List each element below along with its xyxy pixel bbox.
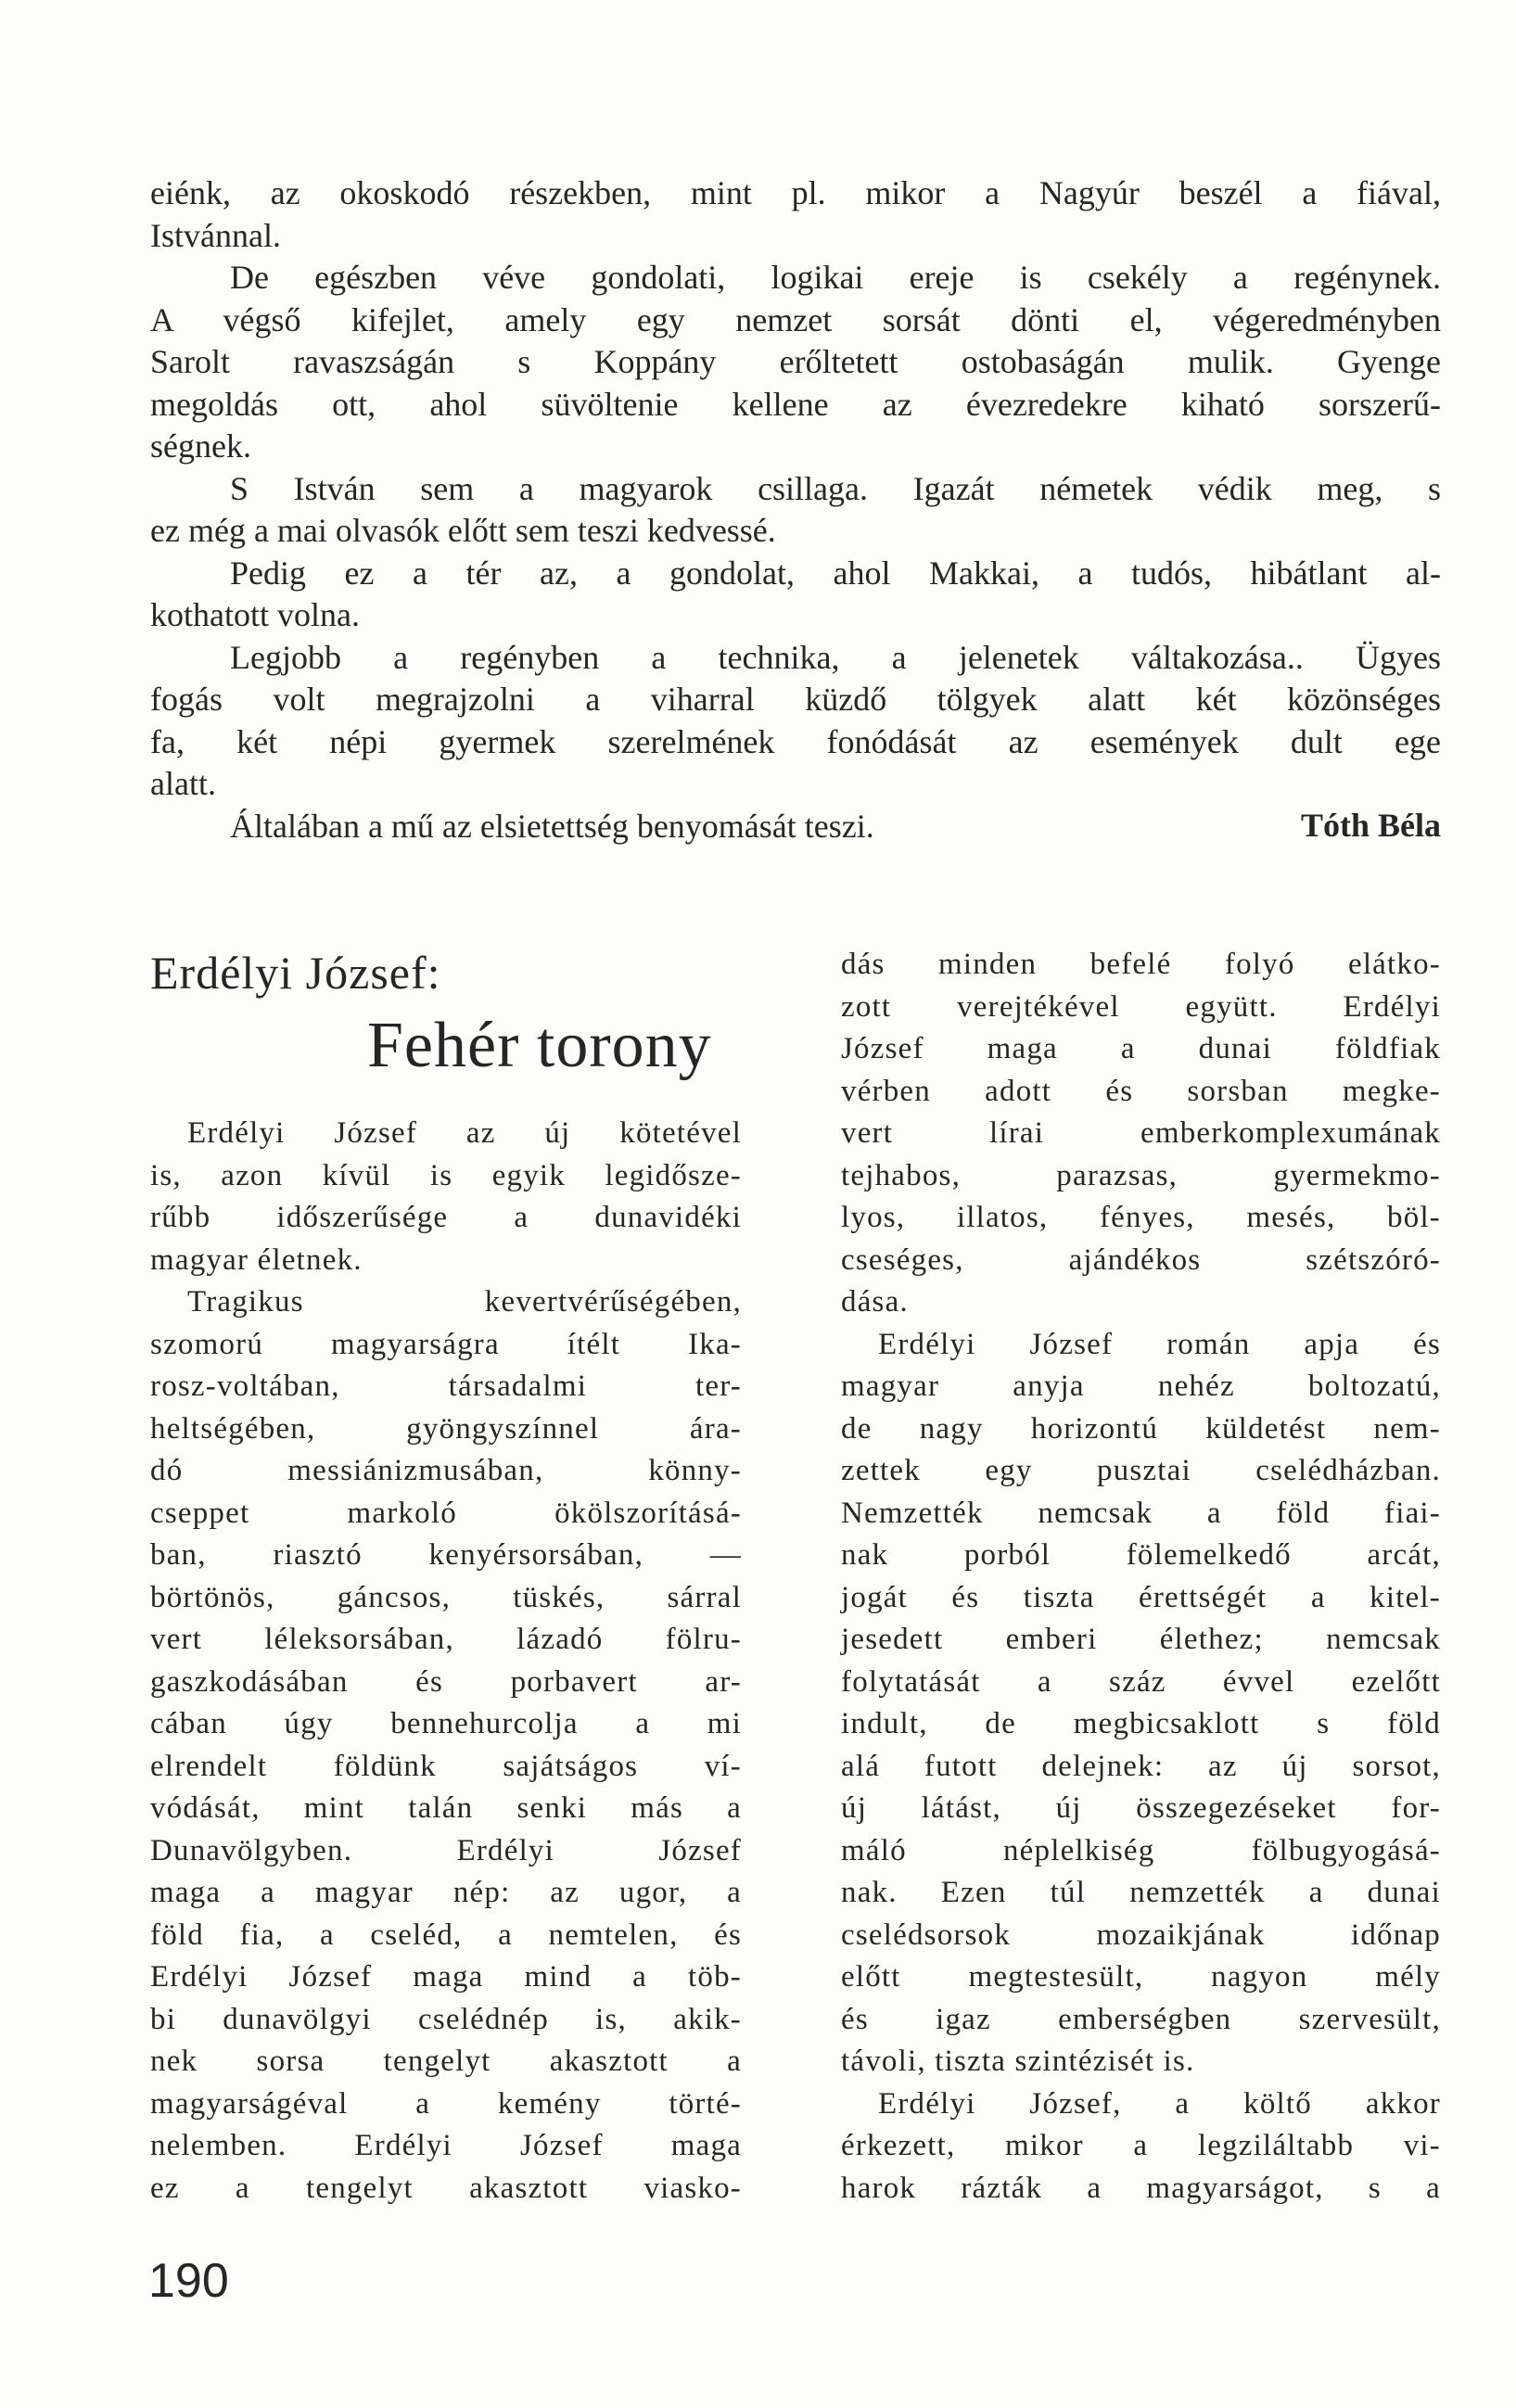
article-left-column	[150, 1113, 742, 2210]
text-line: Pedig ez a tér az, a gondolat, ahol Makkai, a tudós, hibátlant al-	[230, 554, 1441, 592]
text-line: megoldás ott, ahol süvöltenie kellene az évezredekre kiható sorszerű-	[150, 385, 1441, 423]
text-line: és igaz emberségben szervesült,	[841, 2002, 1441, 2036]
text-line: zettek egy pusztai cselédházban.	[841, 1454, 1441, 1487]
text-line: dása.	[841, 1285, 909, 1319]
text-line: Dunavölgyben. Erdélyi József	[150, 1833, 742, 1867]
text-line: Általában a mű az elsietettség benyomását teszi.	[230, 807, 874, 845]
text-line: új látást, új összegezéseket for-	[841, 1791, 1441, 1825]
text-line: folytatását a száz évvel ezelőtt	[841, 1664, 1441, 1699]
article-right-column	[841, 944, 1441, 2210]
article-author: Erdélyi József:	[150, 947, 441, 999]
text-line: eiénk, az okoskodó részekben, mint pl. mikor a Nagyúr beszél a fiával,	[150, 174, 1441, 211]
text-line: ban, riasztó kenyérsorsában, —	[150, 1538, 742, 1572]
text-line: harok rázták a magyarságot, s a	[841, 2171, 1441, 2205]
text-line: rosz-voltában, társadalmi ter-	[150, 1370, 742, 1403]
text-line: cában úgy bennehurcolja a mi	[150, 1707, 742, 1740]
text-line: távoli, tiszta szintézisét is.	[841, 2045, 1195, 2078]
text-line: Legjobb a regényben a technika, a jelenetek váltakozása.. Ügyes	[230, 638, 1441, 676]
text-line: fa, két népi gyermek szerelmének fonódását az események dult ege	[150, 722, 1441, 760]
text-line: ez a tengelyt akasztott viasko-	[150, 2171, 742, 2205]
text-line: is, azon kívül is egyik legidősze-	[150, 1158, 742, 1192]
text-line: vert lírai emberkomplexumának	[841, 1116, 1441, 1150]
text-line: vódását, mint talán senki más a	[150, 1791, 742, 1825]
text-line: De egészben véve gondolati, logikai ereje is csekély a regénynek.	[230, 259, 1441, 296]
text-line: de nagy horizontú küldetést nem-	[841, 1411, 1441, 1446]
text-line: cseséges, ajándékos szétszóró-	[841, 1242, 1441, 1277]
review-signature: Tóth Béla	[1300, 807, 1441, 844]
text-line: vérben adott és sorsban megke-	[841, 1074, 1441, 1108]
text-line: A végső kifejlet, amely egy nemzet sorsát dönti el, végeredményben	[150, 300, 1441, 338]
text-line: József maga a dunai földfiak	[841, 1032, 1441, 1065]
text-line: Tragikus kevertvérűségében,	[187, 1285, 742, 1319]
text-line: Nemzették nemcsak a föld fiai-	[841, 1496, 1441, 1530]
text-line: nak. Ezen túl nemzették a dunai	[841, 1876, 1441, 1909]
text-line: ez még a mai olvasók előtt sem teszi kedvessé.	[150, 512, 776, 549]
text-line: Erdélyi József román apja és	[878, 1327, 1441, 1361]
text-line: gaszkodásában és porbavert ar-	[150, 1664, 742, 1699]
text-line: cseppet markoló ökölszorításá-	[150, 1496, 742, 1530]
text-line: zott verejtékével együtt. Erdélyi	[841, 989, 1441, 1024]
text-line: Erdélyi József, a költő akkor	[878, 2086, 1441, 2121]
text-line: jogát és tiszta érettségét a kitel-	[841, 1580, 1441, 1614]
text-line: S István sem a magyarok csillaga. Igazát németek védik meg, s	[230, 469, 1441, 507]
text-line: előtt megtestesült, nagyon mély	[841, 1960, 1441, 1994]
text-line: érkezett, mikor a legziláltabb vi-	[841, 2129, 1441, 2162]
text-line: elrendelt földünk sajátságos ví-	[150, 1749, 742, 1783]
text-line: kothatott volna.	[150, 596, 360, 633]
text-line: Erdélyi József az új kötetével	[187, 1116, 742, 1150]
text-line: szomorú magyarságra ítélt Ika-	[150, 1327, 742, 1361]
text-line: lyos, illatos, fényes, mesés, böl-	[841, 1201, 1441, 1234]
text-line: bi dunavölgyi cselédnép is, akik-	[150, 2002, 742, 2036]
text-line: vert léleksorsában, lázadó fölru-	[150, 1623, 742, 1656]
article-title: Fehér torony	[367, 1010, 712, 1081]
text-line: rűbb időszerűsége a dunavidéki	[150, 1201, 742, 1234]
text-line: alá futott delejnek: az új sorsot,	[841, 1749, 1441, 1783]
text-line: börtönös, gáncsos, tüskés, sárral	[150, 1580, 742, 1614]
text-line: magyarságéval a kemény törté-	[150, 2086, 742, 2121]
text-line: magyar életnek.	[150, 1242, 363, 1277]
text-line: máló néplelkiség fölbugyogásá-	[841, 1833, 1441, 1867]
text-line: dó messiánizmusában, könny-	[150, 1454, 742, 1487]
text-line: nelemben. Erdélyi József maga	[150, 2129, 742, 2162]
text-line: Erdélyi József maga mind a töb-	[150, 1960, 742, 1994]
text-line: ségnek.	[150, 427, 251, 465]
text-line: Sarolt ravaszságán s Koppány erőltetett ostobaságán mulik. Gyenge	[150, 343, 1441, 380]
text-line: dás minden befelé folyó elátko-	[841, 948, 1441, 981]
text-line: nek sorsa tengelyt akasztott a	[150, 2045, 742, 2078]
text-line: nak porból fölemelkedő arcát,	[841, 1538, 1441, 1572]
text-line: cselédsorsok mozaikjának időnap	[841, 1917, 1441, 1952]
text-line: jesedett emberi élethez; nemcsak	[841, 1623, 1441, 1656]
text-line: alatt.	[150, 765, 216, 802]
text-line: magyar anyja nehéz boltozatú,	[841, 1370, 1441, 1403]
text-line: heltségében, gyöngyszínnel ára-	[150, 1411, 742, 1446]
text-line: indult, de megbicsaklott s föld	[841, 1707, 1441, 1740]
text-line: Istvánnal.	[150, 216, 281, 254]
text-line: maga a magyar nép: az ugor, a	[150, 1876, 742, 1909]
text-line: fogás volt megrajzolni a viharral küzdő tölgyek alatt két közönséges	[150, 681, 1441, 718]
text-line: tejhabos, parazsas, gyermekmo-	[841, 1158, 1441, 1192]
text-line: föld fia, a cseléd, a nemtelen, és	[150, 1917, 742, 1952]
review-text	[150, 172, 1441, 847]
page-number: 190	[148, 2254, 229, 2308]
